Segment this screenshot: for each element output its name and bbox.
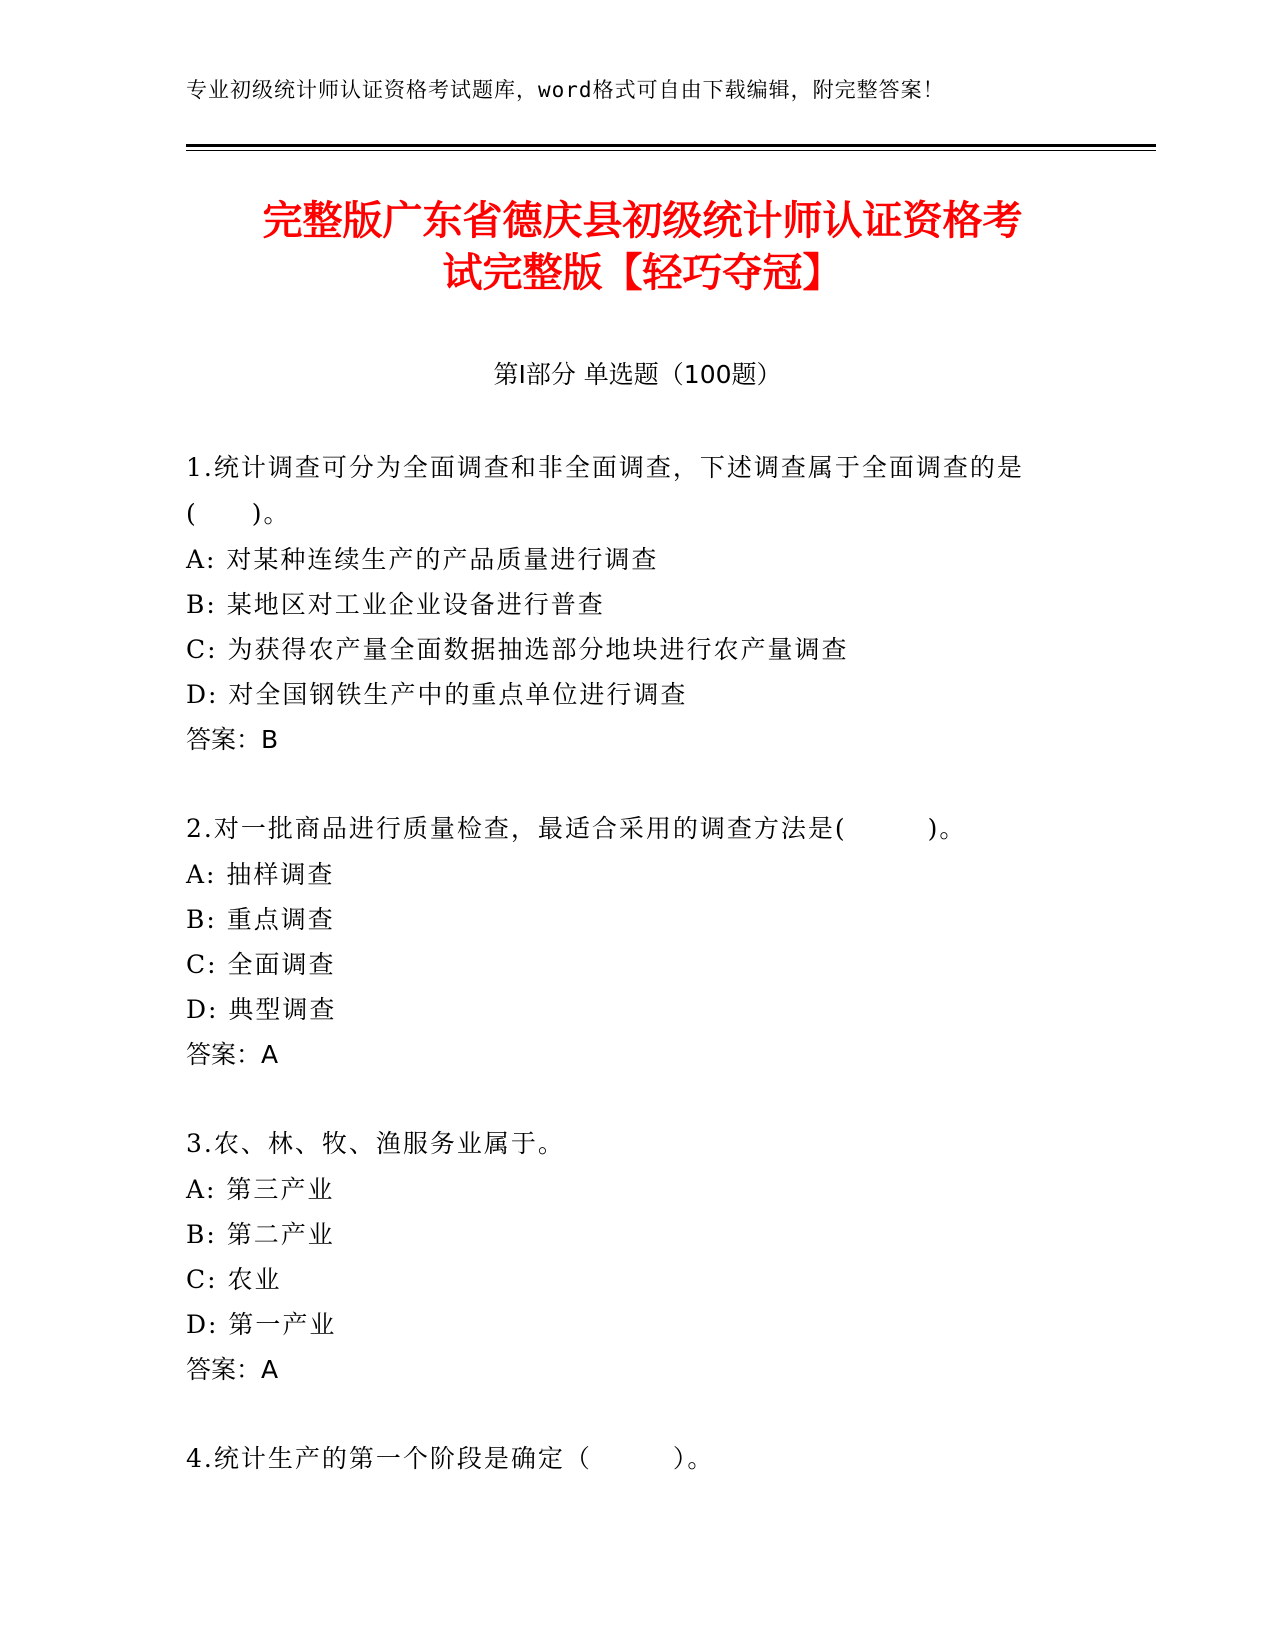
document-title — [150, 195, 1135, 299]
question-1 — [186, 445, 1086, 762]
question-3 — [186, 1121, 1086, 1392]
header-rule-thick — [186, 144, 1156, 147]
question-stem: 3.农、林、牧、渔服务业属于。 — [186, 1129, 565, 1158]
question-stem: 1.统计调查可分为全面调查和非全面调查，下述调查属于全面调查的是( )。 — [186, 453, 1024, 528]
question-stem: 2.对一批商品进行质量检查，最适合采用的调查方法是( )。 — [186, 814, 967, 843]
option-c: C: 为获得农产量全面数据抽选部分地块进行农产量调查 — [186, 635, 849, 664]
document-title-line-1: 完整版广东省德庆县初级统计师认证资格考 — [262, 198, 1023, 244]
header-rule-thin — [186, 150, 1156, 151]
question-4 — [186, 1436, 1086, 1482]
option-b: B: 某地区对工业企业设备进行普查 — [186, 590, 605, 619]
option-c: C: 全面调查 — [186, 950, 336, 979]
section-title: 第Ⅰ部分 单选题（100题） — [493, 360, 782, 389]
document-title-line-2: 试完整版【轻巧夺冠】 — [442, 250, 843, 296]
option-d: D: 第一产业 — [186, 1310, 337, 1339]
answer: 答案：B — [186, 725, 279, 754]
question-stem: 4.统计生产的第一个阶段是确定（ ）。 — [186, 1444, 715, 1473]
option-d: D: 典型调查 — [186, 995, 337, 1024]
option-d: D: 对全国钢铁生产中的重点单位进行调查 — [186, 680, 688, 709]
option-a: A: 第三产业 — [186, 1175, 335, 1204]
question-2 — [186, 806, 1086, 1077]
option-a: A: 对某种连续生产的产品质量进行调查 — [186, 545, 659, 574]
option-a: A: 抽样调查 — [186, 860, 335, 889]
page-header-text: 专业初级统计师认证资格考试题库，word格式可自由下载编辑，附完整答案！ — [186, 78, 945, 102]
option-b: B: 重点调查 — [186, 905, 335, 934]
option-b: B: 第二产业 — [186, 1220, 335, 1249]
option-c: C: 农业 — [186, 1265, 282, 1294]
answer: 答案：A — [186, 1040, 279, 1069]
answer: 答案：A — [186, 1355, 279, 1384]
question-list — [186, 445, 1086, 1526]
